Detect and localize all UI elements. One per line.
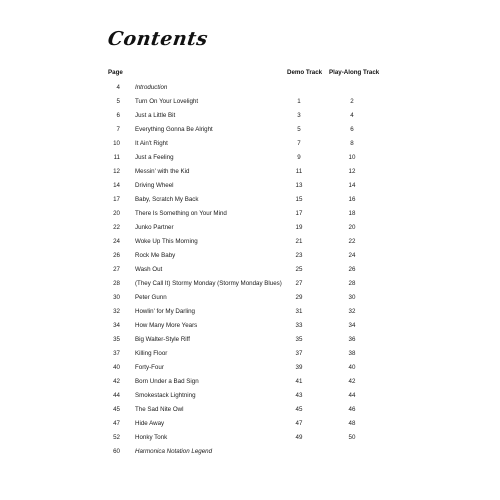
row-play-along-track: 14 (348, 182, 356, 189)
row-demo-track: 29 (295, 294, 303, 301)
row-page-number: 7 (116, 126, 120, 133)
row-page-number: 32 (113, 308, 120, 315)
row-demo-track: 17 (295, 210, 303, 217)
row-demo-track: 35 (295, 336, 303, 343)
contents-row (0, 109, 500, 123)
contents-row (0, 235, 500, 249)
row-play-along-track: 6 (350, 126, 354, 133)
row-title: Honky Tonk (135, 434, 168, 441)
row-page-number: 11 (113, 154, 120, 161)
contents-row (0, 137, 500, 151)
row-page-number: 35 (113, 336, 120, 343)
row-play-along-track: 30 (348, 294, 356, 301)
row-demo-track: 23 (295, 252, 303, 259)
contents-row (0, 179, 500, 193)
row-page-number: 37 (113, 350, 120, 357)
contents-row (0, 263, 500, 277)
row-page-number: 14 (113, 182, 120, 189)
contents-row (0, 319, 500, 333)
contents-row (0, 165, 500, 179)
row-page-number: 47 (113, 420, 120, 427)
contents-row (0, 123, 500, 137)
row-demo-track: 25 (295, 266, 303, 273)
row-title: Junko Partner (135, 224, 174, 231)
row-demo-track: 11 (295, 168, 303, 175)
row-title: The Sad Nite Owl (135, 406, 184, 413)
row-page-number: 52 (113, 434, 120, 441)
row-demo-track: 1 (297, 98, 301, 105)
row-title: There Is Something on Your Mind (135, 210, 227, 217)
row-page-number: 60 (113, 448, 120, 455)
row-play-along-track: 8 (350, 140, 354, 147)
row-play-along-track: 20 (348, 224, 356, 231)
row-page-number: 27 (113, 266, 120, 273)
contents-row (0, 445, 500, 459)
row-title: Driving Wheel (135, 182, 174, 189)
contents-row (0, 389, 500, 403)
row-demo-track: 19 (295, 224, 303, 231)
row-page-number: 12 (113, 168, 120, 175)
contents-row (0, 375, 500, 389)
row-title: Forty-Four (135, 364, 164, 371)
row-play-along-track: 34 (348, 322, 356, 329)
contents-row (0, 333, 500, 347)
row-play-along-track: 36 (348, 336, 356, 343)
row-title: Born Under a Bad Sign (135, 378, 199, 385)
row-page-number: 6 (116, 112, 120, 119)
row-play-along-track: 26 (348, 266, 356, 273)
contents-list (0, 81, 500, 459)
row-demo-track: 9 (297, 154, 301, 161)
row-title: (They Call It) Stormy Monday (Stormy Monday Blues) (135, 280, 282, 287)
row-title: Killing Floor (135, 350, 168, 357)
row-page-number: 26 (113, 252, 120, 259)
header-page: Page (108, 69, 123, 76)
column-headers (0, 69, 500, 79)
row-demo-track: 39 (295, 364, 303, 371)
header-play-along-track: Play-Along Track (329, 69, 380, 76)
row-page-number: 24 (113, 238, 120, 245)
row-demo-track: 47 (295, 420, 303, 427)
row-title: Rock Me Baby (135, 252, 176, 259)
row-page-number: 28 (113, 280, 120, 287)
row-play-along-track: 2 (350, 98, 354, 105)
row-demo-track: 15 (295, 196, 303, 203)
row-play-along-track: 18 (348, 210, 356, 217)
row-title: Harmonica Notation Legend (135, 448, 213, 455)
row-page-number: 42 (113, 378, 120, 385)
row-play-along-track: 22 (348, 238, 356, 245)
contents-row (0, 417, 500, 431)
row-title: How Many More Years (135, 322, 198, 329)
row-play-along-track: 16 (348, 196, 356, 203)
row-title: Turn On Your Lovelight (135, 98, 199, 105)
contents-row (0, 207, 500, 221)
contents-row (0, 193, 500, 207)
row-title: Messin' with the Kid (135, 168, 190, 175)
row-demo-track: 3 (297, 112, 301, 119)
row-page-number: 30 (113, 294, 120, 301)
row-play-along-track: 32 (348, 308, 356, 315)
row-page-number: 34 (113, 322, 120, 329)
row-play-along-track: 46 (348, 406, 356, 413)
row-title: Just a Feeling (135, 154, 174, 161)
row-page-number: 40 (113, 364, 120, 371)
row-play-along-track: 28 (348, 280, 356, 287)
row-play-along-track: 24 (348, 252, 356, 259)
row-title: Wash Out (135, 266, 163, 273)
row-title: Everything Gonna Be Alright (135, 126, 213, 133)
row-title: Peter Gunn (135, 294, 167, 301)
contents-row (0, 361, 500, 375)
row-title: Howlin' for My Darling (135, 308, 195, 315)
row-page-number: 4 (116, 84, 120, 91)
row-title: Hide Away (135, 420, 165, 427)
row-play-along-track: 38 (348, 350, 356, 357)
row-demo-track: 13 (295, 182, 303, 189)
contents-row (0, 81, 500, 95)
row-demo-track: 7 (297, 140, 301, 147)
contents-row (0, 151, 500, 165)
contents-row (0, 403, 500, 417)
page-title: Contents (106, 28, 210, 50)
row-demo-track: 31 (295, 308, 303, 315)
header-demo-track: Demo Track (287, 69, 323, 76)
row-demo-track: 45 (295, 406, 303, 413)
row-play-along-track: 40 (348, 364, 356, 371)
row-play-along-track: 50 (348, 434, 356, 441)
row-demo-track: 5 (297, 126, 301, 133)
row-play-along-track: 10 (348, 154, 356, 161)
row-play-along-track: 48 (348, 420, 356, 427)
row-page-number: 44 (113, 392, 120, 399)
row-play-along-track: 42 (348, 378, 356, 385)
contents-row (0, 291, 500, 305)
row-title: Smokestack Lightning (135, 392, 196, 399)
row-demo-track: 41 (295, 378, 303, 385)
contents-row (0, 95, 500, 109)
row-play-along-track: 12 (348, 168, 356, 175)
row-title: Baby, Scratch My Back (135, 196, 199, 203)
contents-row (0, 221, 500, 235)
row-title: Woke Up This Morning (135, 238, 198, 245)
row-title: Introduction (135, 84, 168, 91)
row-page-number: 5 (116, 98, 120, 105)
row-page-number: 45 (113, 406, 120, 413)
contents-row (0, 431, 500, 445)
row-demo-track: 21 (295, 238, 303, 245)
row-page-number: 20 (113, 210, 120, 217)
row-demo-track: 49 (295, 434, 303, 441)
row-play-along-track: 4 (350, 112, 354, 119)
contents-row (0, 249, 500, 263)
row-demo-track: 37 (295, 350, 303, 357)
row-page-number: 17 (113, 196, 120, 203)
row-title: It Ain't Right (135, 140, 168, 147)
contents-row (0, 277, 500, 291)
contents-row (0, 347, 500, 361)
contents-row (0, 305, 500, 319)
row-demo-track: 43 (295, 392, 303, 399)
row-page-number: 10 (113, 140, 120, 147)
row-demo-track: 33 (295, 322, 303, 329)
row-demo-track: 27 (295, 280, 303, 287)
row-play-along-track: 44 (348, 392, 356, 399)
row-page-number: 22 (113, 224, 120, 231)
row-title: Just a Little Bit (135, 112, 176, 119)
row-title: Big Walter-Style Riff (135, 336, 191, 343)
